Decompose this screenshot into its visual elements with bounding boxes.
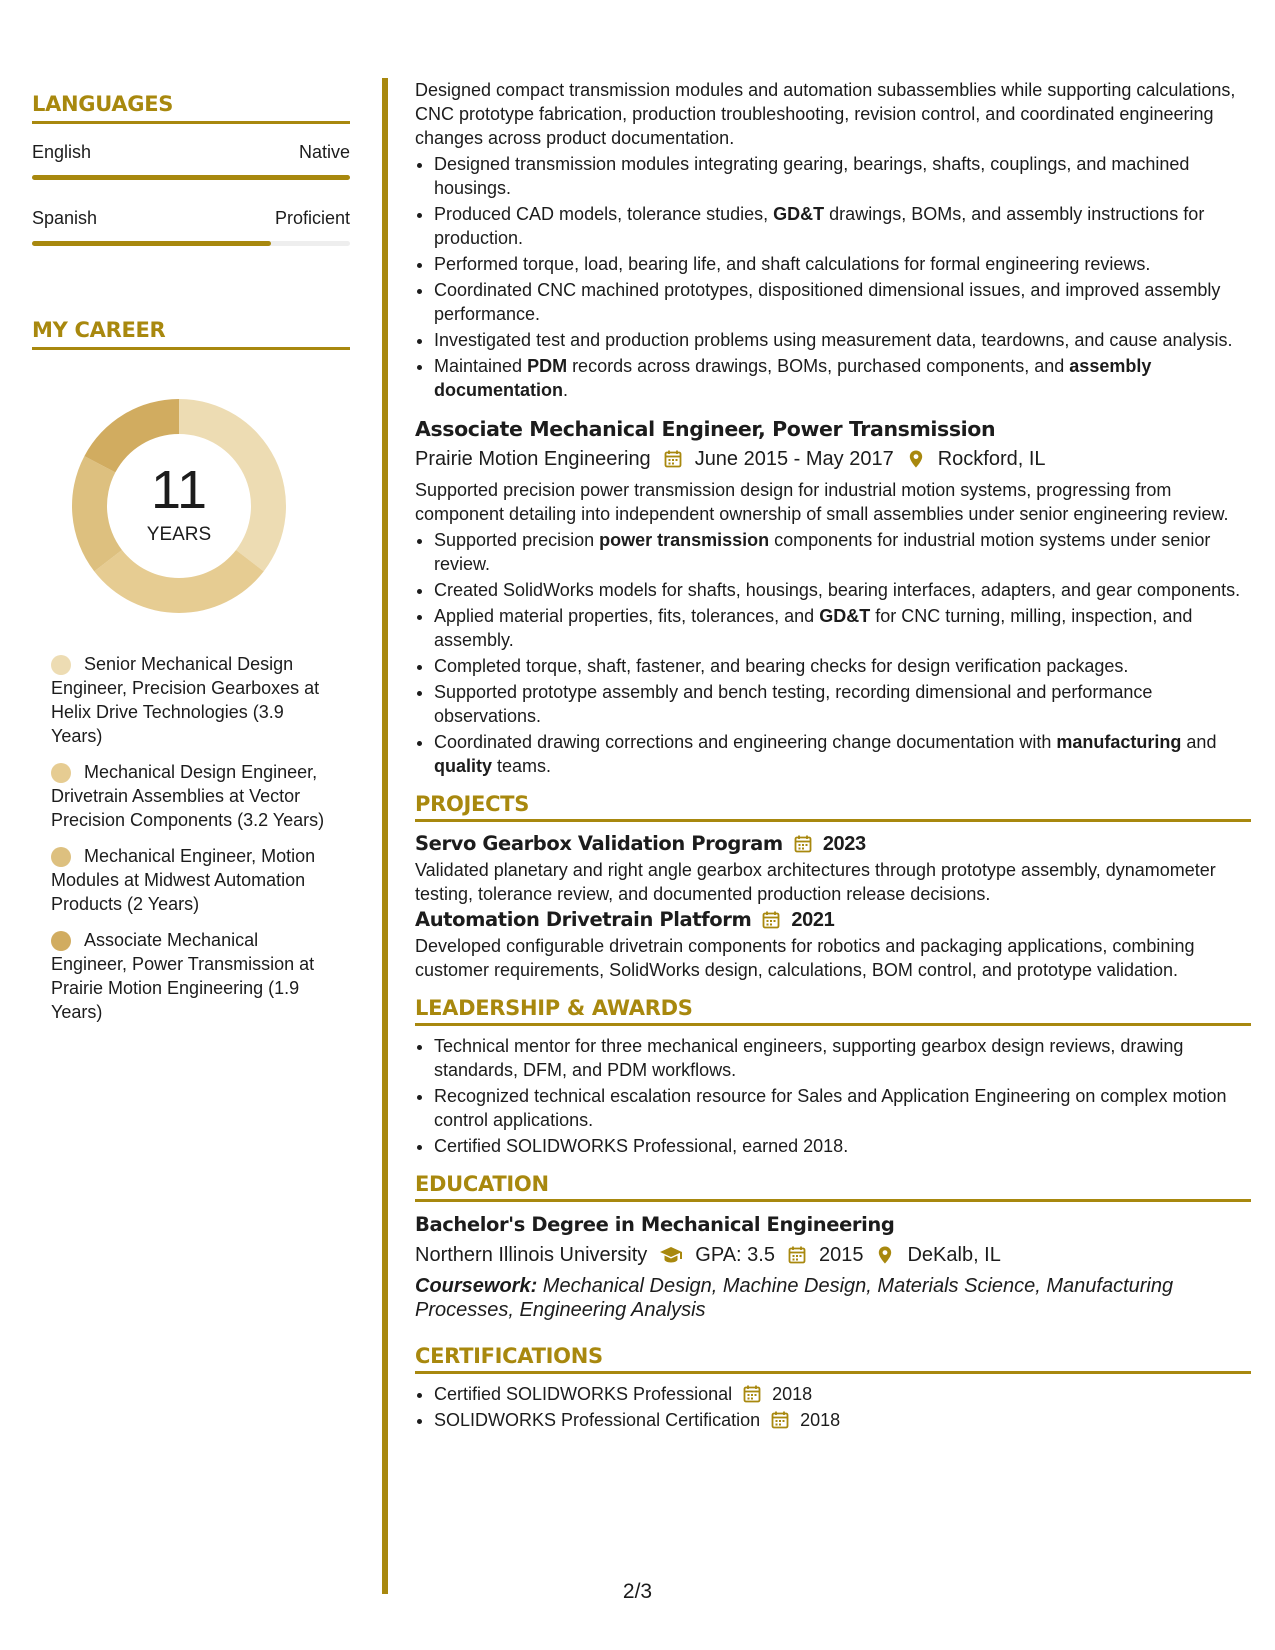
education-heading: EDUCATION xyxy=(415,1172,1251,1202)
certification-name: • SOLIDWORKS Professional Certification xyxy=(434,1410,761,1430)
legend-dot-icon xyxy=(51,655,71,675)
bullet: • Coordinated CNC machined prototypes, dispositioned dimensional issues, and improved assembly performance. xyxy=(434,278,1251,326)
career-total-unit: YEARS xyxy=(146,524,212,545)
project-description: Validated planetary and right angle gearbox architectures through prototype assembly, dynamometer testing, tolerance review, and documented production release decisions. xyxy=(415,860,1216,904)
bullet: • Designed transmission modules integrating gearing, bearings, shafts, couplings, and machined housings. xyxy=(434,152,1251,200)
coursework-text: Mechanical Design, Machine Design, Materials Science, Manufacturing Processes, Engineering Analysis xyxy=(415,1275,1174,1321)
legend-dot-icon xyxy=(51,847,71,867)
gpa: GPA: 3.5 xyxy=(695,1244,775,1266)
project-title-row xyxy=(415,830,1251,858)
career-item xyxy=(51,652,331,748)
coursework-label: Coursework: xyxy=(415,1275,538,1297)
graduation-cap-icon xyxy=(659,1245,683,1265)
certifications-heading: CERTIFICATIONS xyxy=(415,1344,1251,1374)
legend-dot-icon xyxy=(51,763,71,783)
school-name: Northern Illinois University xyxy=(415,1244,648,1266)
career-item-text: Mechanical Engineer, Motion Modules at Midwest Automation Products (2 Years) xyxy=(51,846,316,914)
language-row-spanish xyxy=(32,208,350,229)
certifications-list xyxy=(415,1382,1251,1432)
education-meta xyxy=(415,1240,1251,1270)
career-total xyxy=(67,394,291,618)
location-pin-icon xyxy=(875,1245,895,1265)
language-level: Proficient xyxy=(274,208,350,228)
project-year: 2023 xyxy=(822,833,866,855)
project-description: Developed configurable drivetrain components for robotics and packaging applications, combining customer requirements, SolidWorks design, calculations, BOM control, and prototype validation. xyxy=(415,936,1195,980)
calendar-icon xyxy=(742,1384,762,1404)
languages-heading: LANGUAGES xyxy=(32,92,350,124)
language-row-english xyxy=(32,142,350,163)
bullet: • Maintained PDM records across drawings, BOMs, purchased components, and assembly documentation. xyxy=(434,354,1251,402)
certification-item xyxy=(434,1382,1251,1406)
calendar-icon xyxy=(793,834,813,854)
sidebar xyxy=(32,92,350,1036)
project-title: Servo Gearbox Validation Program xyxy=(415,832,783,855)
career-item xyxy=(51,760,331,832)
calendar-icon xyxy=(761,910,781,930)
projects-heading: PROJECTS xyxy=(415,792,1251,822)
career-item-text: Associate Mechanical Engineer, Power Transmission at Prairie Motion Engineering (1.9 Years) xyxy=(51,930,315,1022)
bullet: • Recognized technical escalation resource for Sales and Application Engineering on complex motion control applications. xyxy=(434,1084,1251,1132)
project-year: 2021 xyxy=(791,909,835,931)
language-bar-fill xyxy=(32,175,350,180)
job-title: Associate Mechanical Engineer, Power Transmission xyxy=(415,417,996,441)
bullet: • Supported prototype assembly and bench testing, recording dimensional and performance observations. xyxy=(434,680,1251,728)
job-bullets xyxy=(415,152,1251,402)
career-heading: MY CAREER xyxy=(32,318,350,350)
job-dates: June 2015 - May 2017 xyxy=(694,448,894,470)
main-content xyxy=(415,78,1251,1434)
certification-year: 2018 xyxy=(772,1384,813,1404)
certification-item xyxy=(434,1408,1251,1432)
career-donut-chart xyxy=(67,394,291,618)
bullet: • Applied material properties, fits, tolerances, and GD&T for CNC turning, milling, inspection, and assembly. xyxy=(434,604,1251,652)
company-name: Prairie Motion Engineering xyxy=(415,448,651,470)
certification-year: 2018 xyxy=(800,1410,841,1430)
calendar-icon xyxy=(770,1410,790,1430)
project-title: Automation Drivetrain Platform xyxy=(415,908,752,931)
calendar-icon xyxy=(787,1245,807,1265)
language-bar-spanish xyxy=(32,241,350,246)
legend-dot-icon xyxy=(51,931,71,951)
certification-name: • Certified SOLIDWORKS Professional xyxy=(434,1384,733,1404)
leadership-heading: LEADERSHIP & AWARDS xyxy=(415,996,1251,1026)
language-bar-english xyxy=(32,175,350,180)
location-pin-icon xyxy=(906,449,926,469)
career-total-number: 11 xyxy=(150,460,208,520)
job-bullets xyxy=(415,528,1251,778)
divider-line xyxy=(382,78,388,1594)
bullet: • Supported precision power transmission components for industrial motion systems under senior review. xyxy=(434,528,1251,576)
bullet: • Investigated test and production problems using measurement data, teardowns, and cause analysis. xyxy=(434,328,1251,352)
career-item-text: Senior Mechanical Design Engineer, Precision Gearboxes at Helix Drive Technologies (3.9 Years) xyxy=(51,654,320,746)
bullet: • Completed torque, shaft, fastener, and bearing checks for design verification packages. xyxy=(434,654,1251,678)
job-summary: Supported precision power transmission design for industrial motion systems, progressing from component detailing into independent ownership of small assemblies under senior engineering review. xyxy=(415,480,1229,524)
career-item-text: Mechanical Design Engineer, Drivetrain Assemblies at Vector Precision Components (3.2 Years) xyxy=(51,762,325,830)
leadership-list xyxy=(415,1034,1251,1158)
graduation-year: 2015 xyxy=(818,1244,864,1266)
career-item xyxy=(51,844,331,916)
language-bar-fill xyxy=(32,241,271,246)
bullet: • Coordinated drawing corrections and engineering change documentation with manufacturing and quality teams. xyxy=(434,730,1251,778)
bullet: • Performed torque, load, bearing life, and shaft calculations for formal engineering reviews. xyxy=(434,252,1251,276)
language-name: English xyxy=(32,142,92,162)
school-location: DeKalb, IL xyxy=(907,1244,1001,1266)
bullet: • Technical mentor for three mechanical engineers, supporting gearbox design reviews, drawing standards, DFM, and PDM workflows. xyxy=(434,1034,1251,1082)
bullet: • Certified SOLIDWORKS Professional, earned 2018. xyxy=(434,1134,1251,1158)
job-summary: Designed compact transmission modules and automation subassemblies while supporting calculations, CNC prototype fabrication, production troubleshooting, revision control, and coordinated engineering changes across product documentation. xyxy=(415,80,1236,148)
job-meta xyxy=(415,444,1251,474)
page-number: 2/3 xyxy=(622,1580,653,1603)
coursework xyxy=(415,1274,1251,1322)
project-title-row xyxy=(415,906,1251,934)
career-item xyxy=(51,928,331,1024)
calendar-icon xyxy=(663,449,683,469)
bullet: • Produced CAD models, tolerance studies, GD&T drawings, BOMs, and assembly instructions for production. xyxy=(434,202,1251,250)
language-name: Spanish xyxy=(32,208,98,228)
degree-title: Bachelor's Degree in Mechanical Engineering xyxy=(415,1213,895,1236)
bullet: • Created SolidWorks models for shafts, housings, bearing interfaces, adapters, and gear components. xyxy=(434,578,1251,602)
language-level: Native xyxy=(298,142,350,162)
job-location: Rockford, IL xyxy=(937,448,1046,470)
career-list xyxy=(51,652,331,1024)
